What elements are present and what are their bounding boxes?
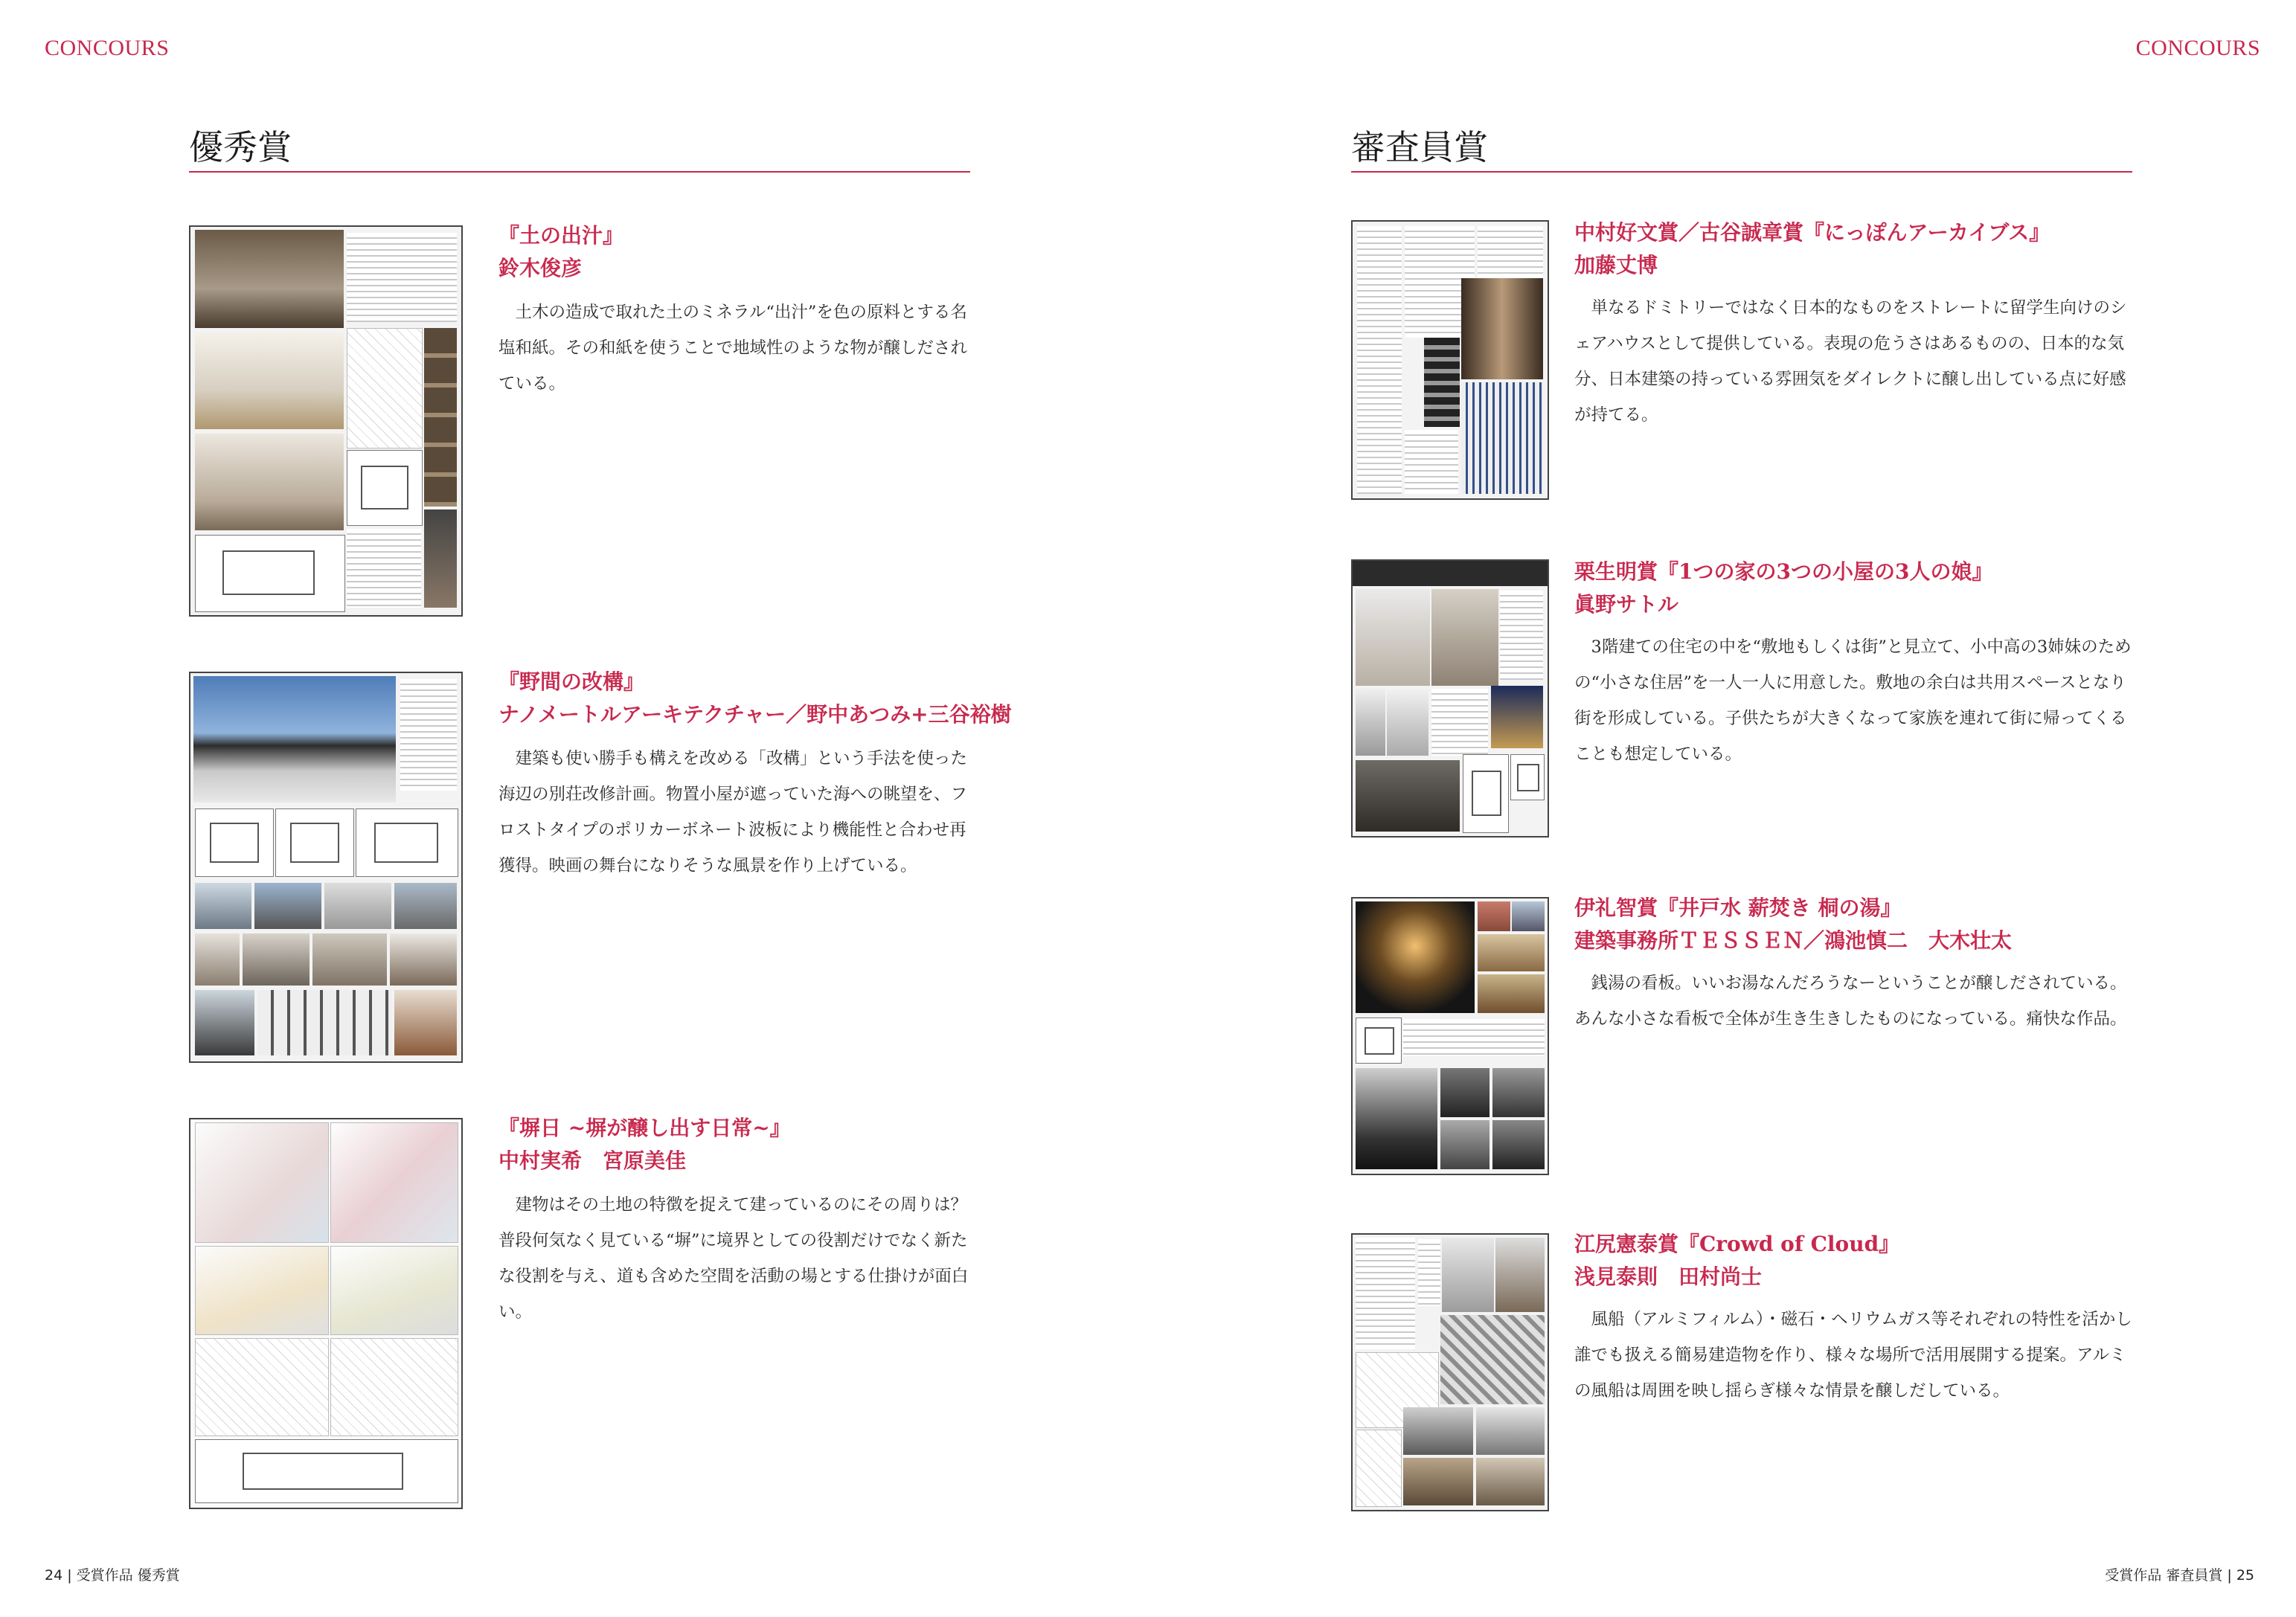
entry-description: 単なるドミトリーではなく日本的なものをストレートに留学生向けのシェアハウスとして提供している。表現の危うさはあるものの、日本的な気分、日本建築の持っている雰囲気をダイレクトに醸し出している点に好感が持てる。 <box>1574 298 2127 425</box>
page-folio-right: 受賞作品 審査員賞 | 25 <box>2105 1567 2254 1584</box>
entry-description: 土木の造成で取れた土のミネラル“出汁”を色の原料とする名塩和紙。その和紙を使うことで地域性のような物が醸しだされている。 <box>498 303 968 393</box>
entry-title: 『土の出汁』 <box>498 223 624 248</box>
entry-board-thumbnail <box>189 672 463 1063</box>
entry-description: 3階建ての住宅の中を“敷地もしくは街”と見立て、小中高の3姉妹のための“小さな住居”を一人一人に用意した。敷地の余白は共用スペースとなり街を形成している。子供たちが大きくなって家族を連れて街に帰ってくることも想定している。 <box>1574 637 2132 764</box>
running-head-left: CONCOURS <box>45 36 170 60</box>
entry-author: 鈴木俊彦 <box>498 256 583 280</box>
entry-description: 銭湯の看板。いいお湯なんだろうなーということが醸しだされている。あんな小さな看板で全体が生き生きしたものになっている。痛快な作品。 <box>1574 974 2127 1029</box>
entry-board-thumbnail <box>189 1118 463 1509</box>
entry-description: 建築も使い勝手も構えを改める「改構」という手法を使った海辺の別荘改修計画。物置小屋が遮っていた海への眺望を、フロストタイプのポリカーボネート波板により機能性と合わせ再獲得。映画の舞台になりそうな風景を作り上げている。 <box>498 749 968 875</box>
entry-author: ナノメートルアーキテクチャー／野中あつみ+三谷裕樹 <box>498 702 1012 727</box>
section-rule-right <box>1351 171 2132 173</box>
entry-description: 建物はその土地の特徴を捉えて建っているのにその周りは？普段何気なく見ている“塀”に境界としての役割だけでなく新たな役割を与え、道も含めた空間を活動の場とする仕掛けが面白い。 <box>498 1195 969 1322</box>
entry-board-thumbnail <box>1351 897 1549 1175</box>
entry-title: 栗生明賞『1つの家の3つの小屋の3人の娘』 <box>1574 559 1993 584</box>
section-rule-left <box>189 171 970 173</box>
running-head-right: CONCOURS <box>2135 36 2260 60</box>
entry-title: 『塀日 ~塀が醸し出す日常~』 <box>498 1116 791 1140</box>
entry-board-thumbnail <box>1351 220 1549 500</box>
entry-author: 加藤丈博 <box>1574 253 1658 277</box>
entry-board-thumbnail <box>1351 1233 1549 1511</box>
entry-board-thumbnail <box>189 225 463 617</box>
entry-author: 眞野サトル <box>1574 592 1679 617</box>
section-title-jury: 審査員賞 <box>1351 127 1488 167</box>
entry-title: 伊礼智賞『井戸水 薪焚き 桐の湯』 <box>1574 896 1902 920</box>
entry-title: 中村好文賞／古谷誠章賞『にっぽんアーカイブス』 <box>1574 220 2050 245</box>
section-title-excellence: 優秀賞 <box>189 127 292 167</box>
entry-description: 風船（アルミフィルム）・磁石・ヘリウムガス等それぞれの特性を活かし誰でも扱える簡易建造物を作り、様々な場所で活用展開する提案。アルミの風船は周囲を映し揺らぎ様々な情景を醸しだしている。 <box>1574 1310 2132 1401</box>
entry-author: 中村実希 宮原美佳 <box>498 1148 687 1173</box>
entry-title: 『野間の改構』 <box>498 669 645 694</box>
entry-board-thumbnail <box>1351 559 1549 838</box>
page-folio-left: 24 | 受賞作品 優秀賞 <box>45 1567 180 1584</box>
entry-author: 浅見泰則 田村尚士 <box>1574 1264 1763 1289</box>
entry-title: 江尻憲泰賞『Crowd of Cloud』 <box>1574 1232 1900 1256</box>
entry-author: 建築事務所ＴＥＳＳＥＮ／鴻池慎二 大木壮太 <box>1574 928 2013 953</box>
